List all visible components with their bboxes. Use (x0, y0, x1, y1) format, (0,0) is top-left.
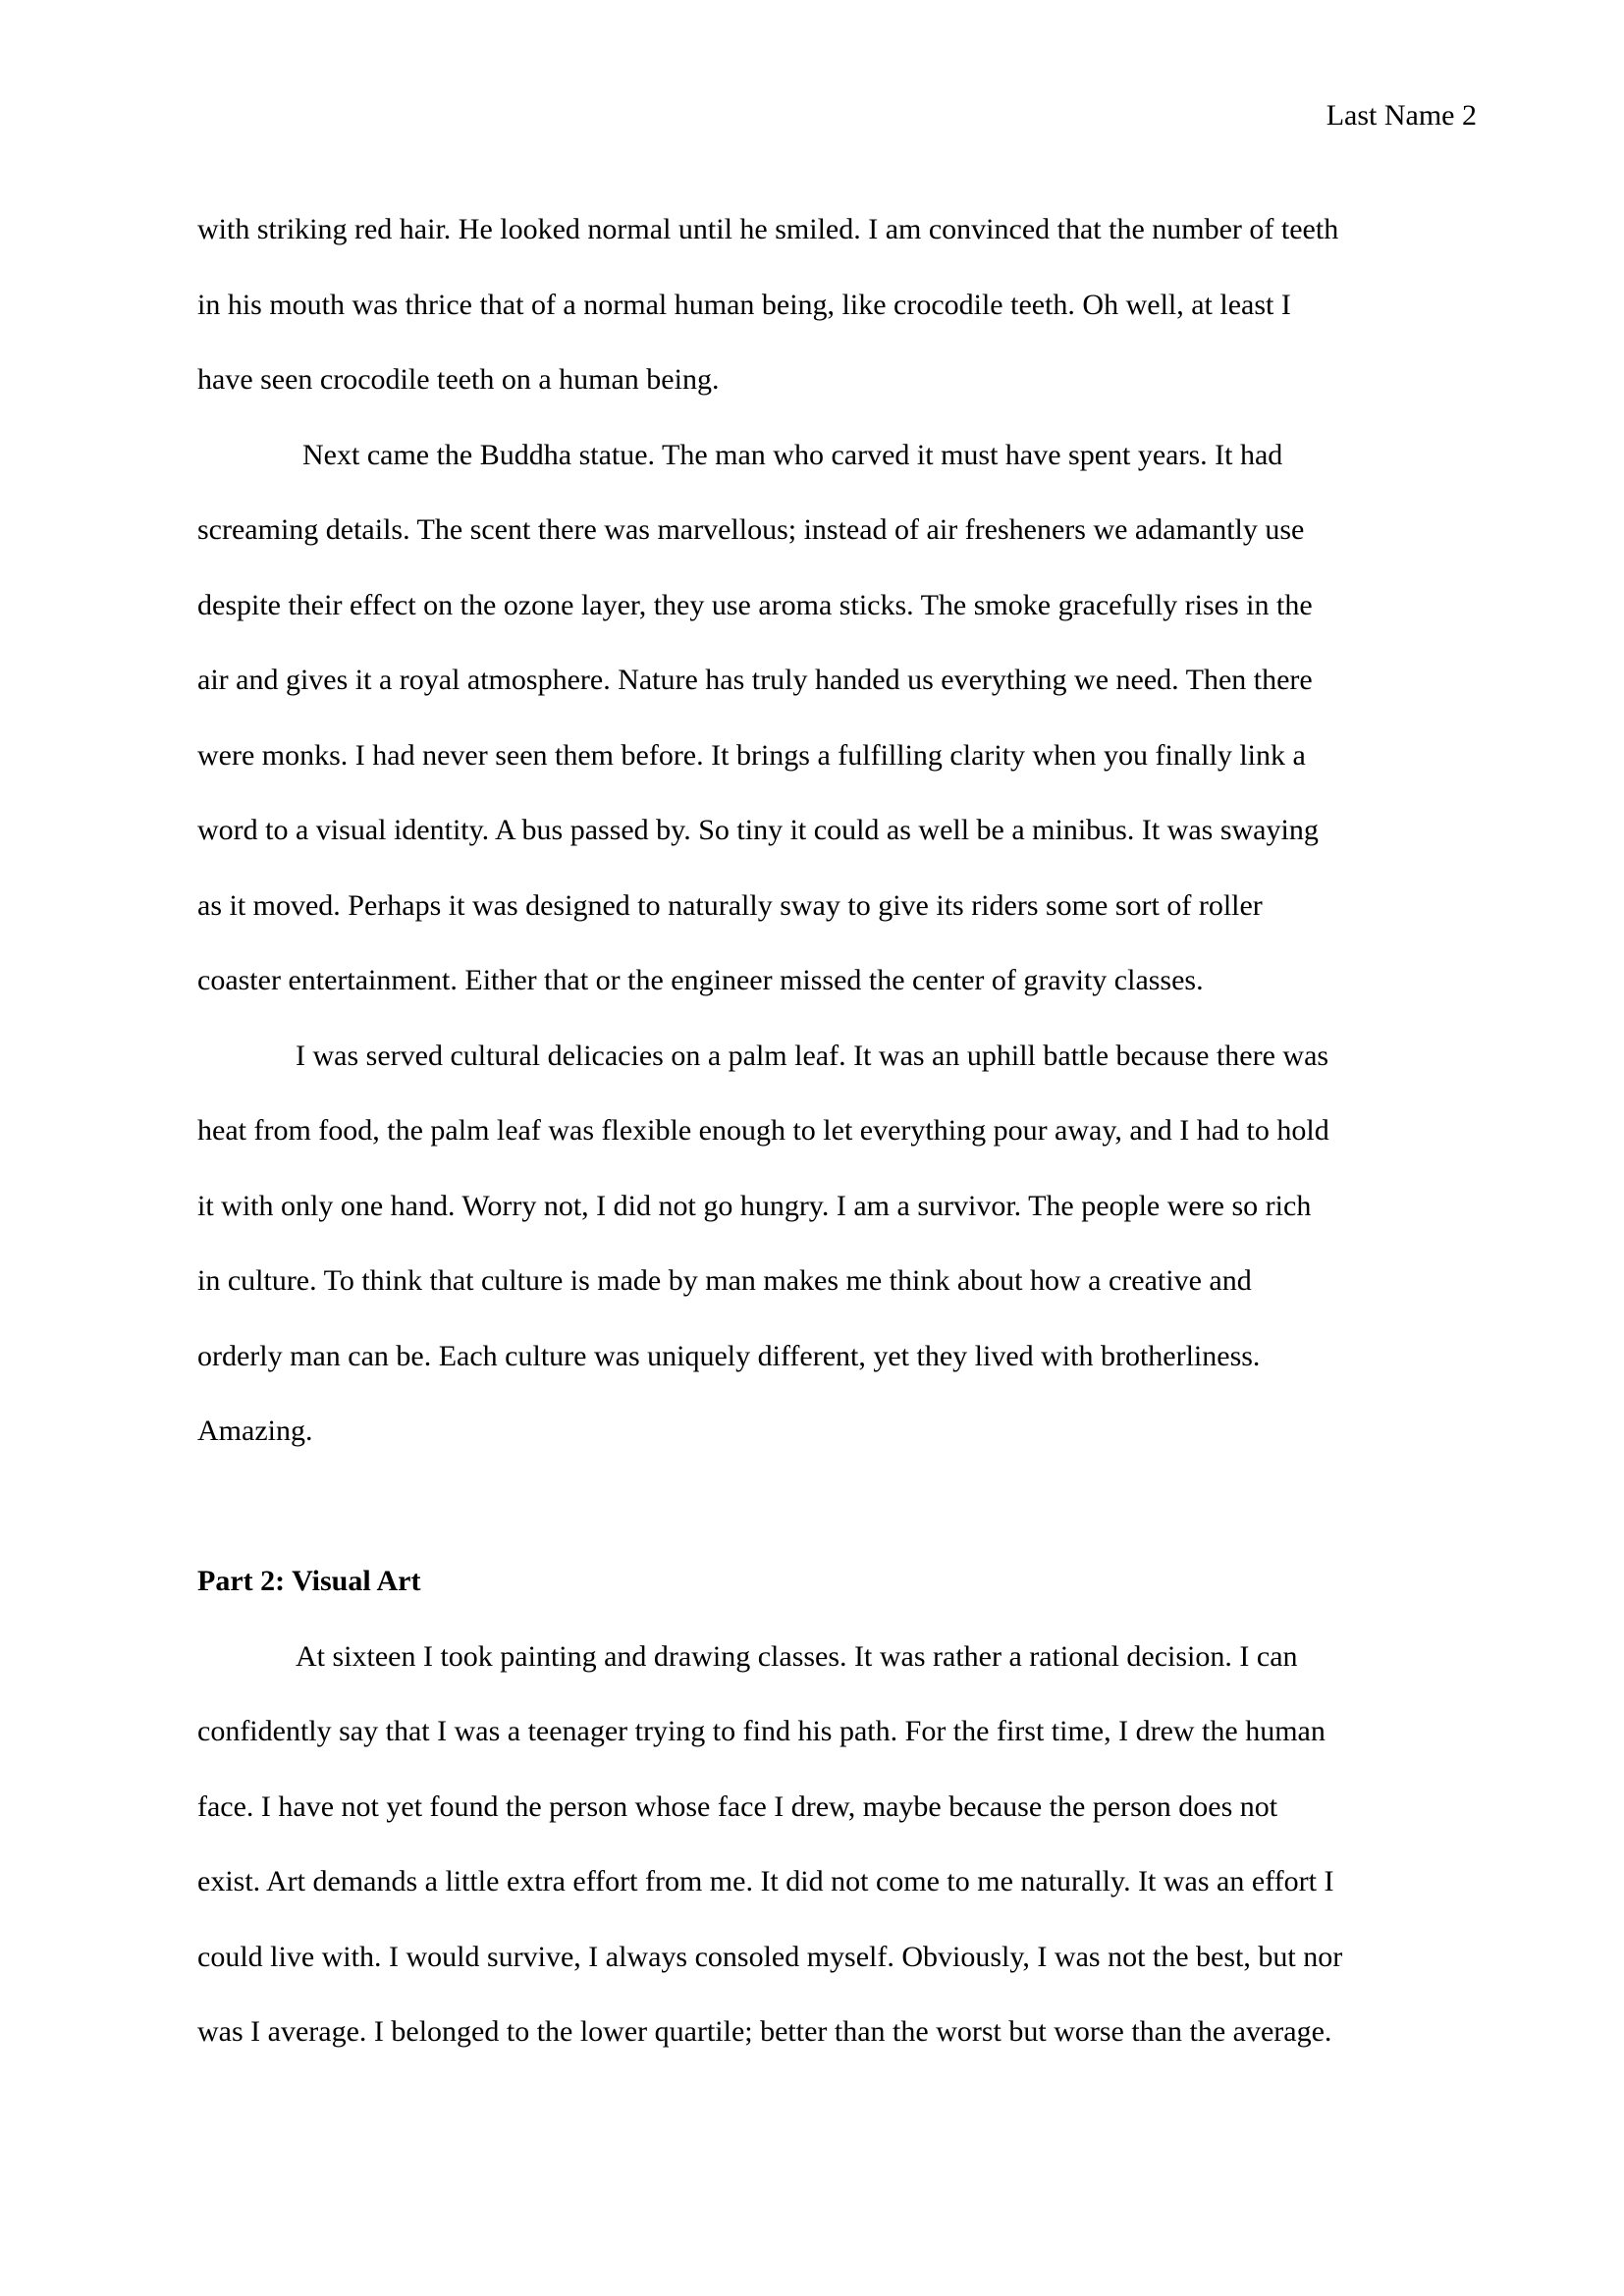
text-line: orderly man can be. Each culture was uniquely different, yet they lived with brotherliness. (197, 1339, 1261, 1372)
text-line: in culture. To think that culture is made by man makes me think about how a creative and (197, 1264, 1252, 1297)
text-line: could live with. I would survive, I always consoled myself. Obviously, I was not the best, but nor (197, 1940, 1343, 1973)
paragraph-2 (197, 418, 1479, 1019)
text-line: as it moved. Perhaps it was designed to naturally sway to give its riders some sort of roller (197, 888, 1263, 922)
text-line: heat from food, the palm leaf was flexible enough to let everything pour away, and I had to hold (197, 1114, 1329, 1147)
text-line: despite their effect on the ozone layer, they use aroma sticks. The smoke gracefully rises in the (197, 588, 1313, 621)
text-line: At sixteen I took painting and drawing classes. It was rather a rational decision. I can (296, 1639, 1298, 1673)
text-line: coaster entertainment. Either that or the engineer missed the center of gravity classes. (197, 964, 1204, 996)
text-line: it with only one hand. Worry not, I did not go hungry. I am a survivor. The people were so rich (197, 1189, 1312, 1222)
text-line: confidently say that I was a teenager trying to find his path. For the first time, I drew the human (197, 1715, 1326, 1747)
blank-line (197, 1469, 1479, 1545)
text-line: I was served cultural delicacies on a palm leaf. It was an uphill battle because there was (296, 1039, 1329, 1072)
text-line: air and gives it a royal atmosphere. Nature has truly handed us everything we need. Then there (197, 664, 1313, 696)
text-line: face. I have not yet found the person whose face I drew, maybe because the person does not (197, 1789, 1278, 1823)
text-line: word to a visual identity. A bus passed by. So tiny it could as well be a minibus. It was swaying (197, 814, 1319, 846)
text-line: have seen crocodile teeth on a human being. (197, 363, 720, 396)
text-line: in his mouth was thrice that of a normal human being, like crocodile teeth. Oh well, at least I (197, 288, 1291, 321)
text-line: exist. Art demands a little extra effort from me. It did not come to me naturally. It was an effort I (197, 1865, 1334, 1897)
text-line: with striking red hair. He looked normal until he smiled. I am convinced that the number of teeth (197, 213, 1339, 245)
text-line: Amazing. (197, 1415, 313, 1447)
running-head: Last Name 2 (1326, 99, 1477, 132)
paragraph-4 (197, 1620, 1479, 2070)
document-body (197, 192, 1479, 2070)
text-line: screaming details. The scent there was marvellous; instead of air fresheners we adamantly use (197, 513, 1305, 546)
text-line: were monks. I had never seen them before. It brings a fulfilling clarity when you finally link a (197, 738, 1306, 772)
section-heading: Part 2: Visual Art (197, 1565, 421, 1597)
paragraph-3 (197, 1019, 1479, 1469)
paragraph-1 (197, 192, 1479, 418)
text-line: Next came the Buddha statue. The man who carved it must have spent years. It had (302, 438, 1283, 471)
text-line: was I average. I belonged to the lower quartile; better than the worst but worse than the average. (197, 2015, 1332, 2048)
